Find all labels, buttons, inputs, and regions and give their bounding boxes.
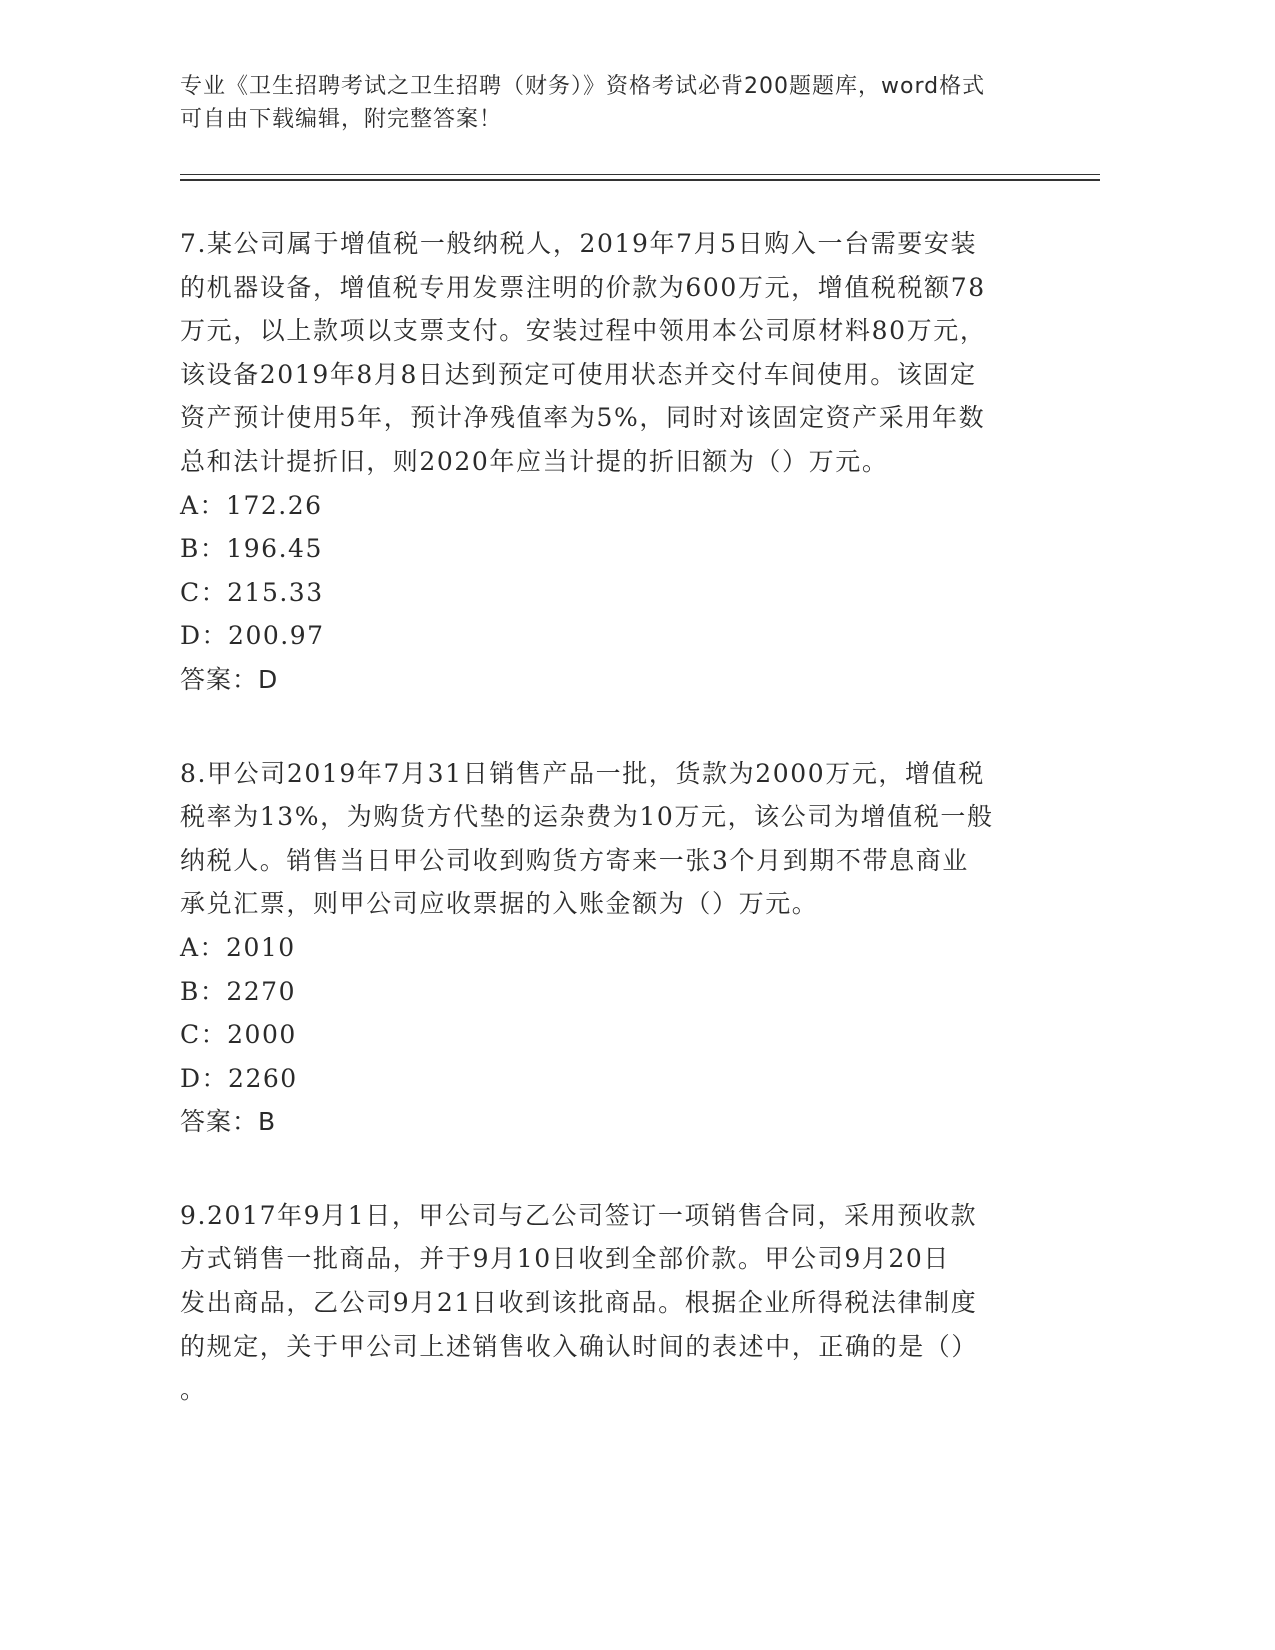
question-stem xyxy=(180,752,1040,926)
stem-line: 。 xyxy=(180,1375,207,1405)
option-c: C：2000 xyxy=(180,1020,297,1050)
question-8 xyxy=(180,752,1040,1144)
stem-line: 7.某公司属于增值税一般纳税人，2019年7月5日购入一台需要安装 xyxy=(180,229,978,258)
stem-line: 方式销售一批商品，并于9月10日收到全部价款。甲公司9月20日 xyxy=(180,1244,951,1274)
stem-line: 总和法计提折旧，则2020年应当计提的折旧额为（）万元。 xyxy=(180,446,889,476)
header-divider xyxy=(180,179,1100,181)
question-list xyxy=(180,222,1040,1462)
stem-line: 承兑汇票，则甲公司应收票据的入账金额为（）万元。 xyxy=(180,889,819,919)
header-divider xyxy=(180,174,1100,175)
option-c: C：215.33 xyxy=(180,577,324,607)
stem-line: 8.甲公司2019年7月31日销售产品一批，货款为2000万元，增值税 xyxy=(180,758,985,788)
question-stem xyxy=(180,1194,1040,1412)
option-a: A：172.26 xyxy=(180,490,323,520)
stem-line: 万元，以上款项以支票支付。安装过程中领用本公司原材料80万元， xyxy=(180,316,987,346)
stem-line: 的规定，关于甲公司上述销售收入确认时间的表述中，正确的是（） xyxy=(180,1331,979,1361)
stem-line: 的机器设备，增值税专用发票注明的价款为600万元，增值税税额78 xyxy=(180,272,986,302)
option-a: A：2010 xyxy=(180,932,296,962)
stem-line: 发出商品，乙公司9月21日收到该批商品。根据企业所得税法律制度 xyxy=(180,1288,978,1318)
option-d: D：2260 xyxy=(180,1063,298,1093)
option-b: B：196.45 xyxy=(180,534,323,564)
question-7 xyxy=(180,222,1040,702)
stem-line: 税率为13%，为购货方代垫的运杂费为10万元，该公司为增值税一般 xyxy=(180,802,994,832)
stem-line: 9.2017年9月1日，甲公司与乙公司签订一项销售合同，采用预收款 xyxy=(180,1200,978,1230)
stem-line: 资产预计使用5年，预计净残值率为5%，同时对该固定资产采用年数 xyxy=(180,403,986,433)
question-stem xyxy=(180,222,1040,484)
document-header xyxy=(180,70,1080,136)
option-b: B：2270 xyxy=(180,976,296,1006)
stem-line: 纳税人。销售当日甲公司收到购货方寄来一张3个月到期不带息商业 xyxy=(180,845,969,875)
answer-label: 答案：D xyxy=(180,664,279,694)
header-line: 可自由下载编辑，附完整答案！ xyxy=(180,107,503,132)
option-d: D：200.97 xyxy=(180,621,325,651)
header-line: 专业《卫生招聘考试之卫生招聘（财务）》资格考试必背200题题库，word格式 xyxy=(180,74,986,99)
answer-label: 答案：B xyxy=(180,1107,277,1137)
stem-line: 该设备2019年8月8日达到预定可使用状态并交付车间使用。该固定 xyxy=(180,359,977,389)
question-9 xyxy=(180,1194,1040,1412)
